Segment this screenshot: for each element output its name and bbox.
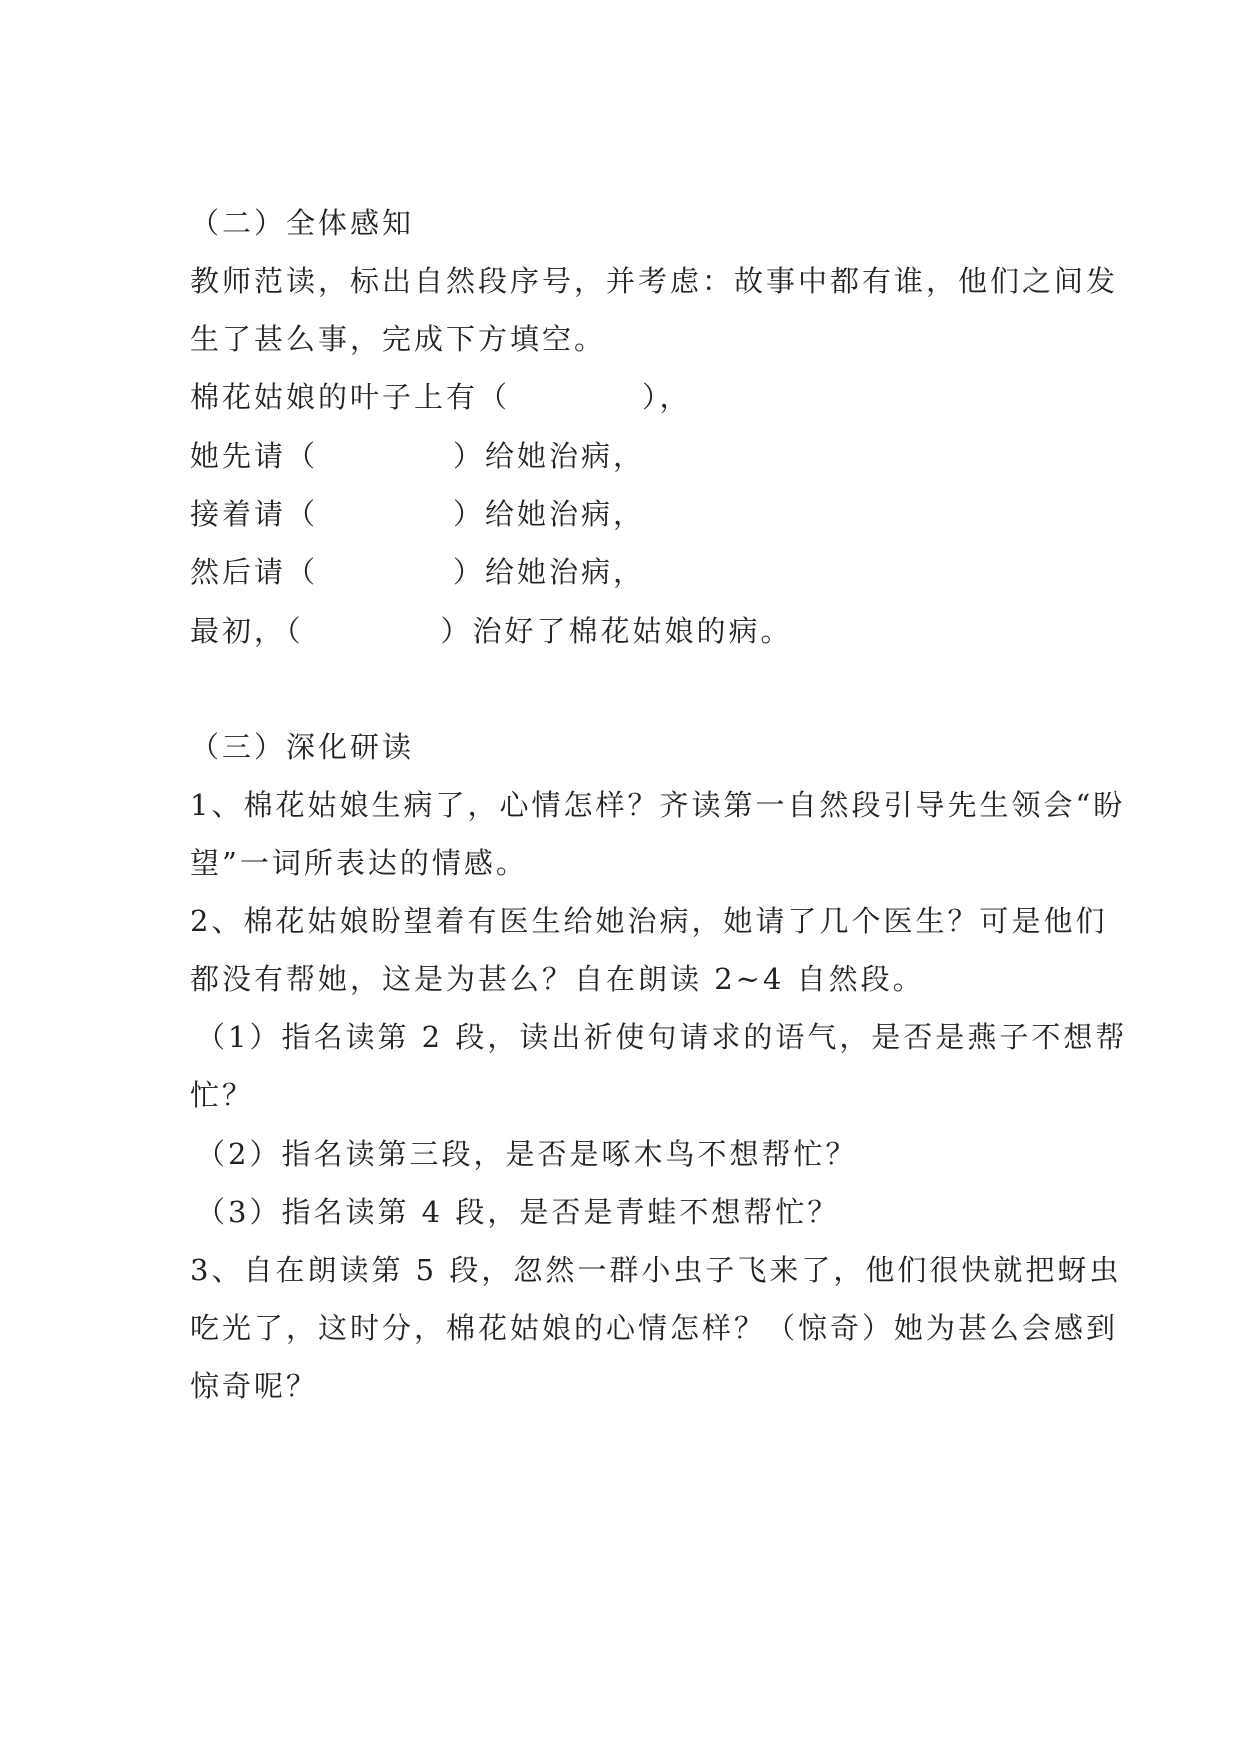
fill-blank-suffix: ）治好了棉花姑娘的病。 — [440, 614, 793, 648]
section-heading-overall-perception: （二）全体感知 — [190, 206, 415, 240]
fill-blank-prefix: 最初，（ — [190, 614, 304, 648]
fill-blank-prefix: 接着请（ — [190, 497, 319, 531]
fill-blank-line-leaves — [190, 377, 1070, 417]
fill-blank-line-third-doctor — [190, 552, 1070, 592]
fill-blank-prefix: 然后请（ — [190, 555, 319, 589]
question-3-line-3: 惊奇呢？ — [190, 1369, 319, 1403]
question-1-line-2: 望”一词所表达的情感。 — [190, 846, 528, 880]
question-1-line-1: 1、棉花姑娘生病了，心情怎样？齐读第一自然段引导先生领会“盼 — [190, 788, 1126, 822]
fill-blank-suffix: ）给她治病， — [453, 555, 646, 589]
fill-blank-line-second-doctor — [190, 494, 1070, 534]
fill-blank-prefix: 她先请（ — [190, 439, 319, 473]
sub-question-1-line-2: 忙？ — [190, 1078, 255, 1112]
section-heading-deep-reading: （三）深化研读 — [190, 730, 415, 764]
question-3-line-2: 吃光了，这时分，棉花姑娘的心情怎样？（惊奇）她为甚么会感到 — [190, 1311, 1119, 1345]
fill-blank-line-final — [190, 611, 1070, 651]
question-3-line-1: 3、自在朗读第 5 段，忽然一群小虫子飞来了，他们很快就把蚜虫 — [190, 1253, 1122, 1287]
intro-paragraph-line-1: 教师范读，标出自然段序号，并考虑：故事中都有谁，他们之间发 — [190, 264, 1119, 298]
sub-question-1-line-1: （1）指名读第 2 段，读出祈使句请求的语气，是否是燕子不想帮 — [196, 1020, 1128, 1054]
fill-blank-suffix: ）给她治病， — [453, 439, 646, 473]
fill-blank-suffix: ）给她治病， — [453, 497, 646, 531]
fill-blank-line-first-doctor — [190, 436, 1070, 476]
fill-blank-suffix: ）， — [642, 380, 692, 414]
question-2-line-1: 2、棉花姑娘盼望着有医生给她治病，她请了几个医生？可是他们 — [190, 904, 1108, 938]
intro-paragraph-line-2: 生了甚么事，完成下方填空。 — [190, 322, 607, 356]
sub-question-2: （2）指名读第三段，是否是啄木鸟不想帮忙？ — [196, 1137, 858, 1171]
sub-question-3: （3）指名读第 4 段，是否是青蛙不想帮忙？ — [196, 1195, 840, 1229]
fill-blank-prefix: 棉花姑娘的叶子上有（ — [190, 380, 511, 414]
question-2-line-2: 都没有帮她，这是为甚么？自在朗读 2~4 自然段。 — [190, 962, 925, 996]
